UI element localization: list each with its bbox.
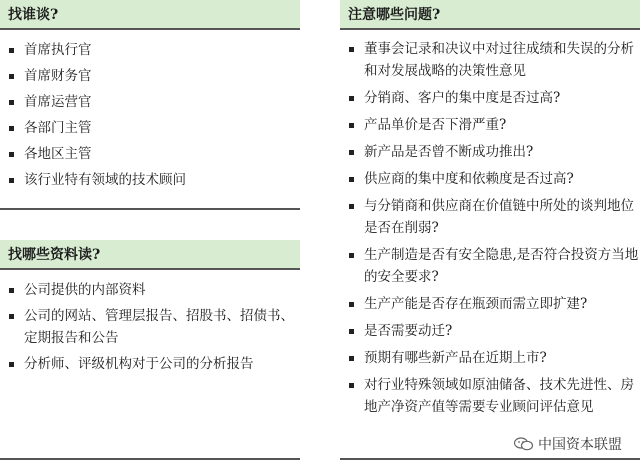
list-item: 供应商的集中度和依赖度是否过高?: [340, 168, 640, 190]
list-item: 董事会记录和决议中对过往成绩和失误的分析和对发展战略的决策性意见: [340, 38, 640, 82]
list-item: 该行业特有领域的技术顾问: [0, 169, 300, 191]
watermark: [514, 434, 622, 454]
list-item: 对行业特殊领域如原油储备、技术先进性、房地产净资产值等需要专业顾问评估意见: [340, 374, 640, 418]
materials-list: [0, 279, 300, 375]
materials-title: 找哪些资料读?: [0, 240, 300, 270]
list-item: 预期有哪些新产品在近期上市?: [340, 347, 640, 369]
list-item: 与分销商和供应商在价值链中所处的谈判地位是否在削弱?: [340, 195, 640, 239]
issues-panel: [340, 0, 640, 460]
list-item: 生产制造是否有安全隐患,是否符合投资方当地的安全要求?: [340, 244, 640, 288]
list-item: 是否需要动迁?: [340, 320, 640, 342]
issues-title: 注意哪些问题?: [340, 0, 640, 30]
list-item: 分析师、评级机构对于公司的分析报告: [0, 353, 300, 375]
materials-panel: [0, 240, 300, 460]
list-item: 产品单价是否下滑严重?: [340, 114, 640, 136]
list-item: 公司的网站、管理层报告、招股书、招债书、定期报告和公告: [0, 305, 300, 349]
who-panel: [0, 0, 300, 210]
who-list: [0, 39, 300, 191]
watermark-text: 中国资本联盟: [538, 437, 622, 453]
list-item: 公司提供的内部资料: [0, 279, 300, 301]
list-item: 首席运营官: [0, 91, 300, 113]
wechat-icon: [514, 437, 534, 451]
list-item: 各地区主管: [0, 143, 300, 165]
list-item: 首席财务官: [0, 65, 300, 87]
list-item: 分销商、客户的集中度是否过高?: [340, 87, 640, 109]
issues-list: [340, 38, 640, 418]
list-item: 新产品是否曾不断成功推出?: [340, 141, 640, 163]
list-item: 首席执行官: [0, 39, 300, 61]
who-title: 找谁谈?: [0, 0, 300, 30]
list-item: 各部门主管: [0, 117, 300, 139]
list-item: 生产产能是否存在瓶颈而需立即扩建?: [340, 293, 640, 315]
